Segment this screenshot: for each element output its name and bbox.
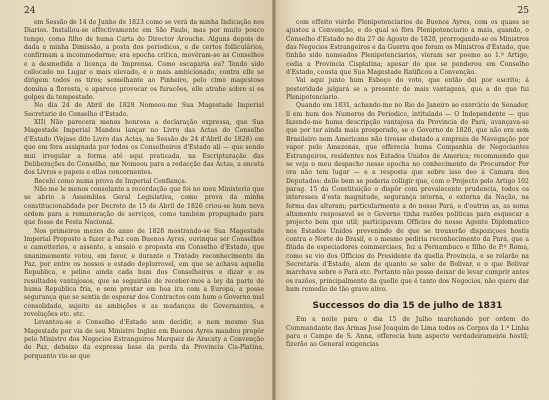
paragraph: em Sessão de 14 de Junho de 1823 como se verá da minha Indicação nos Diarios. Installou-se effectivamente em São Paulo, mas por muito pouco tempo, como filho de huma Carta do Director Arouche. Alguns depois de dada a minha Dimissão, a posta dos periodicos, e de certos folliculários, confirmam a incommodarme; era epocha critica, movêram-se as Conselhos e a desmedida a licença de Imprensa. Como escaparia eu? Tendo sido collocado no Lugar o mais elevado, e o mais ambicionado, contra elle se dirigem todos os tiros; semelhante ao Pinheiro, pelo cimo magestoso domina a floresta, e aparece provocar os furacões, elle atrahe sobre si os golpes da tempestade. [24, 19, 264, 102]
left-page [0, 0, 274, 400]
section-title: Successos do dia 15 de julho de 1831 [312, 301, 503, 312]
paragraph: XII) Não parecera menos honrosa a declaração expressa, que Sua Magestade Imperial Mandou lançar no Livro das Actas do Conselho d'Estado (Vejase dito Livro das Actas, na Sessão de 24 d'Abril de 1828) em que em fora assignada por todos os Conselheiros d'Estado ali — que sendo mui irregular a forma até aqui praticada, na Escripturação das Deliberações do Conselho, me Nomeou para a redacção das Actas, a encetá dos Livros e papeis e ellas concernentes. [24, 119, 264, 177]
right-page-text [286, 19, 529, 294]
right-page-section-text [286, 316, 529, 349]
paragraph: com effeito viérão Plenipotenciarios de Buenos Ayres, com os quaes se ajustou a Convenção, e do qual só fôra Plenipotenciario a mais, quando, o Conselho d'Estado no dia 27 de Agosto de 1828, prorrogando-se os Ministros das Negocios Estrangeiros e da Guerra que foram os Ministros d'Estado, que tinhão sido nomeados Plenipotenciarios, vieram ser poemo ao 1.º Artigo, cedia a Provincia Cisplatina; apesar do que se ponderou em Conselho d'Estado, cousta que Sua Magestade Ratificou a Convenção. [286, 19, 529, 77]
page-number: 24 [24, 6, 36, 16]
paragraph: No dia 24 de Abril de 1828 Nomeou-me Sua Magestade Imperial Secretario do Conselho d'Estado. [24, 102, 264, 118]
paragraph: Recebi como numa prova de Imperial Confiança. [34, 177, 187, 185]
paragraph: Em a noite para o dia 15 de Julho marchando por ordem do Commandante das Armas José Joaquim de Lima todos os Corpos da 1.ª Linha para o Campo de S. Anna, offerecia hum aspecto verdadeiramente hostil; fizerão ao General exigencias [286, 316, 529, 349]
right-page [274, 0, 549, 400]
paragraph: Nos primeiros mezes do anno de 1828 mostrando-se Sua Magestade Imperial Proposto a fazer a Paz com Buenos Ayres, ouvinque ser Conselhos e cametterios, e assento, a ensaio e proposta em Conselho d'Estado, que unanimemente votou, em favor, e durante o Tratado reconhecimento da Paz, por entre os nossos e estado deplorrovel, em que se achava aquella Republica, e pelino ainda cada hum dos Conselheiros e dizar e os resultados vantajosos, que se seguirião de receber-mos a ley da parte de huma Republica fria, e sem prestar em boa ira com a Europa, a posse segurança que se sentia de esperar dos Contractos com hum o Governo mal consolidado, sujeito as ambições e as mudanças de Governantes, e revoluções etc. etc. [24, 227, 264, 319]
paragraph: Vai aqui junto hum Esboço do voto, que então dei por escrito; á posteridade julgará se a presente de mais vantagens, que a do que fui Plenipotenciario. [286, 77, 529, 102]
paragraph: Quando em 1831, achando-me no Rio de Janeiro ao exercício de Senador, li em hum dos Numeros do Periodico, intitulado — O Independente — que fazendo-me huma descripção vantajosa da Provincia do Pará, avançava-se que por ter ainda mais prosperado, se o Governo de 1826, que não era sem Brasileiro nem Americano não tivesse obstado a empreza de Navegação por vapor pelo Amazonas, que offerecia huma Companhia de Negociantes Estrangeiros, residentes nos Estados Unidos de America; recommendo que se veja o meu despacho nesse epocha no conhecimento de Procurador Por ora não tem lugar — e a resposta que sobre isso deo á Camara dos Deputados: delle bem se poderia colligir que, com o Projecto pelo Artigo 102 parag. 15 da Constituição o dispôr com prevalecente prudencia, todos os interesses d'esta magnitude, segurança interna, e externa da Nação, na forma das alteram; particularmente a do nosso Pará, e d'outras as, as soma altamente resposavel se o Governo tinha razões politicas para esquecar a projecto bem que util; participavam Officios do nosso Agente Diplomatico nos Estados Unidos prevenindo de que se trouxerão dispoziçoes hostis contra o Norte do Brasil, e o mesmo pediria reconhecimento da Pará, que a fitada de especiadores commerciaes, fez a Pernambuco e filho de P.º Roma, como se vio dos Officios do Presidente da quella Provincia, e se relarão na Secretaria d'Estado, alem de quanto se sabe de Bolivar, e o que Bolivar marchava sobre o Pará etc. Portanto não posso deixar de levar cumprir antes os razões, principalmente da quelle que é tanto dos Negocios, não quero dar hum remedio de tão grave elivo. [286, 102, 529, 293]
left-page-text [24, 19, 264, 361]
page-number: 25 [517, 6, 529, 16]
paragraph: Levantou-se o Conselho d'Estado sem decidir, e nem mesmo Sua Magestade por via de seu Ministro Inglez em Buenos Ayres mandou propôr pelo Ministro dos Negocios Estrangeiros Marquez de Aracaty a Convenção de Paz, debaixo da expressa base da perda da Provincia Cis-Platina, porquanto vio-se que [24, 319, 264, 360]
paragraph: Não me le menos consolante a recordação que foi no meu Ministerio que se abrio a Assemblea Geral Legislativa, como prova da minha constitucionalidade por Decreto de 15 de Abril de 1826 criou-se hum nova ordem para a remuneração de serviços, como também propugnado para que fosse de Festa Nacional. [24, 185, 264, 227]
book-gutter [272, 0, 276, 400]
